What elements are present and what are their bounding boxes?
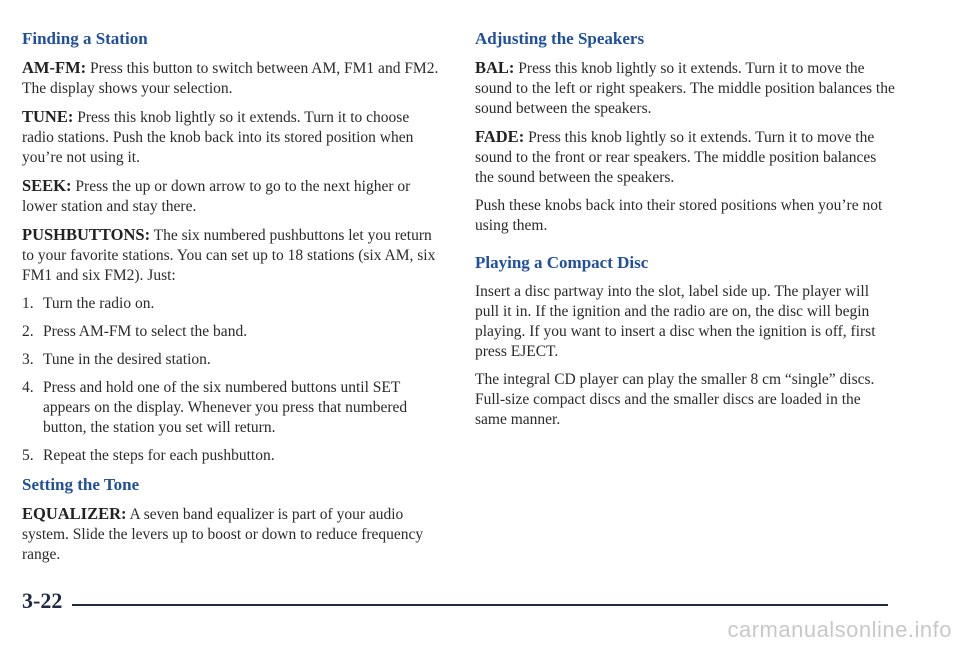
term-fade: FADE: [475,127,525,146]
text-fade: Press this knob lightly so it extends. Turn it to move the sound to the front or rear speakers. The middle position balances the sound between the speakers. [475,129,877,186]
right-column [475,28,895,438]
steps-list [22,294,442,466]
text-seek: Press the up or down arrow to go to the next higher or lower station and stay there. [22,178,411,215]
step-text: Repeat the steps for each pushbutton. [43,447,275,464]
text-equalizer: A seven band equalizer is part of your audio system. Slide the levers up to boost or down to reduce frequency range. [22,506,424,563]
term-pushbuttons: PUSHBUTTONS: [22,225,151,244]
step-text: Press and hold one of the six numbered buttons until SET appears on the display. Whenever you press that numbered button, the station you set will return. [43,379,408,436]
page-number: 3-22 [22,588,63,613]
list-item [22,350,442,370]
step-number: 3. [22,351,34,368]
paragraph-equalizer [22,504,442,565]
term-am-fm: AM-FM: [22,58,87,77]
text-bal: Press this knob lightly so it extends. Turn it to move the sound to the left or right speakers. The middle position balances the sound between the speakers. [475,60,895,117]
text-pushbuttons: The six numbered pushbuttons let you return to your favorite stations. You can set up to 18 stations (six AM, six FM1 and six FM2). Just: [22,227,436,284]
watermark: carmanualsonline.info [727,617,952,642]
term-seek: SEEK: [22,176,72,195]
list-item [22,378,442,438]
step-number: 1. [22,295,34,312]
footer-rule [72,604,888,606]
heading-setting-the-tone: Setting the Tone [22,475,140,494]
step-text: Press AM-FM to select the band. [43,323,248,340]
heading-adjusting-the-speakers: Adjusting the Speakers [475,29,645,48]
paragraph-fade [475,127,895,188]
paragraph-push-knobs: Push these knobs back into their stored positions when you’re not using them. [475,197,883,234]
heading-playing-a-compact-disc: Playing a Compact Disc [475,253,649,272]
step-number: 5. [22,447,34,464]
list-item [22,322,442,342]
paragraph-tune [22,107,442,168]
paragraph-bal [475,58,895,119]
paragraph-pushbuttons [22,225,442,286]
paragraph-am-fm [22,58,442,99]
page-footer [22,586,888,620]
paragraph-seek [22,176,442,217]
text-tune: Press this knob lightly so it extends. Turn it to choose radio stations. Push the knob back into its stored position when you’re not using it. [22,109,414,166]
left-column [22,28,442,573]
list-item [22,446,442,466]
paragraph-cd-insert: Insert a disc partway into the slot, label side up. The player will pull it in. If the ignition and the radio are on, the disc will begin playing. If you want to insert a disc when the ignition is off, first press EJECT. [475,283,876,360]
step-text: Turn the radio on. [43,295,155,312]
term-equalizer: EQUALIZER: [22,504,127,523]
step-number: 2. [22,323,34,340]
heading-finding-a-station: Finding a Station [22,29,148,48]
text-am-fm: Press this button to switch between AM, FM1 and FM2. The display shows your selection. [22,60,439,97]
step-number: 4. [22,379,34,396]
list-item [22,294,442,314]
term-tune: TUNE: [22,107,74,126]
paragraph-cd-single: The integral CD player can play the smaller 8 cm “single” discs. Full-size compact discs and the smaller discs are loaded in the same manner. [475,371,875,428]
step-text: Tune in the desired station. [43,351,211,368]
term-bal: BAL: [475,58,515,77]
